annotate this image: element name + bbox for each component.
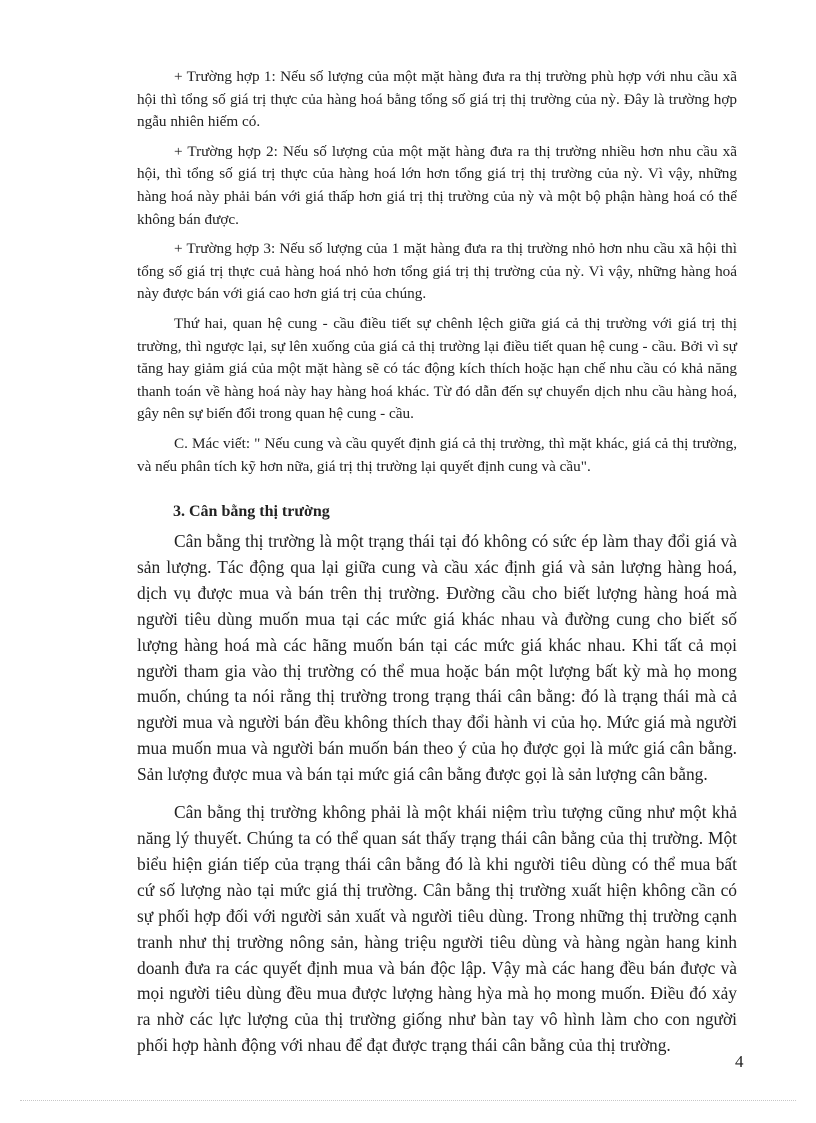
paragraph-marx-quote: C. Mác viết: " Nếu cung và cầu quyết định giá cả thị trường, thì mặt khác, giá cả thị trường, và nếu phân tích kỹ hơn nữa, giá trị thị trường lại quyết định cung và cầu". <box>137 434 737 475</box>
page-number: 4 <box>735 1052 744 1071</box>
paragraph-case-1: + Trường hợp 1: Nếu số lượng của một mặt hàng đưa ra thị trường phù hợp với nhu cầu xã hội thì tổng số giá trị thực của hàng hoá bằng tổng số giá trị thị trường của nỳ. Đây là trường hợp ngẫu nhiên hiếm có. <box>137 68 737 131</box>
paragraph-equilibrium-observation: Cân bằng thị trường không phải là một khái niệm trìu tượng cũng như một khả năng lý thuyết. Chúng ta có thể quan sát thấy trạng thái cân bằng của thị trường. Một biểu hiện gián tiếp của trạng thái cân bằng đó là khi người tiêu dùng có thể mua bất cứ số lượng nào tại mức giá thị trường. Cân bằng thị trường xuất hiện không cần có sự phối hợp đối với người sản xuất và người tiêu dùng. Trong những thị trường cạnh tranh như thị trường nông sản, hàng triệu người tiêu dùng và hàng ngàn hang kinh doanh đưa ra các quyết định mua và bán độc lập. Vậy mà các hang đều bán được và mọi người tiêu dùng đều mua được lượng hàng hỳa mà họ mong muốn. Điều đó xảy ra nhờ các lực lượng của thị trường giống như bàn tay vô hình làm cho con người phối hợp hành động với nhau để đạt được trạng thái cân bằng của thị trường. <box>137 802 737 1056</box>
paragraph-equilibrium-definition: Cân bằng thị trường là một trạng thái tại đó không có sức ép làm thay đổi giá và sản lượng. Tác động qua lại giữa cung và cầu xác định giá và sản lượng hàng hoá, dịch vụ được mua và bán trên thị trường. Đường cầu cho biết lượng hàng hoá mà người tiêu dùng muốn mua tại các mức giá khác nhau và đường cung cho biết số lượng hàng hoá mà các hãng muốn bán tại các mức giá khác nhau. Khi tất cả mọi người tham gia vào thị trường có thể mua hoặc bán một lượng bất kỳ mà họ mong muốn, chúng ta nói rằng thị trường trong trạng thái cân bằng: đó là trạng thái mà cả người mua và người bán đều không thích thay đổi hành vi của họ. Mức giá mà người mua muốn mua và người bán muốn bán theo ý của họ được gọi là mức giá cân bằng. Sản lượng được mua và bán tại mức giá cân bằng được gọi là sản lượng cân bằng. <box>137 531 737 785</box>
paragraph-second-point: Thứ hai, quan hệ cung - cầu điều tiết sự chênh lệch giữa giá cả thị trường với giá trị thị trường, thì ngược lại, sự lên xuống của giá cả thị trường lại điều tiết quan hệ cung - cầu. Bởi vì sự tăng hay giảm giá của một mặt hàng sẽ có tác động kích thích hoặc hạn chế nhu cầu có khả năng thanh toán về hàng hoá này hay hàng hoá khác. Từ đó dẫn đến sự chuyển dịch nhu cầu hàng hoá, gây nên sự biến đổi trong quan hệ cung - cầu. <box>137 314 737 423</box>
paragraph-case-2: + Trường hợp 2: Nếu số lượng của một mặt hàng đưa ra thị trường nhiều hơn nhu cầu xã hội, thì tổng số giá trị thực của hàng hoá lớn hơn tổng giá trị thị trường của nỳ. Vì vậy, những hàng hoá này phải bán với giá thấp hơn giá trị thị trường của nỳ và một bộ phận hàng hoá có thể không bán được. <box>137 142 737 228</box>
page-bottom-divider <box>20 1100 796 1101</box>
body-text-bottom <box>137 529 737 1071</box>
body-text-top <box>137 66 737 485</box>
paragraph-case-3: + Trường hợp 3: Nếu số lượng của 1 mặt hàng đưa ra thị trường nhỏ hơn nhu cầu xã hội thì tổng số giá trị thực cuả hàng hoá nhỏ hơn tổng giá trị thị trường của nỳ. Vì vậy, những hàng hoá này được bán với giá cao hơn giá trị của chúng. <box>137 240 737 303</box>
section-heading: 3. Cân bằng thị trường <box>173 503 330 520</box>
